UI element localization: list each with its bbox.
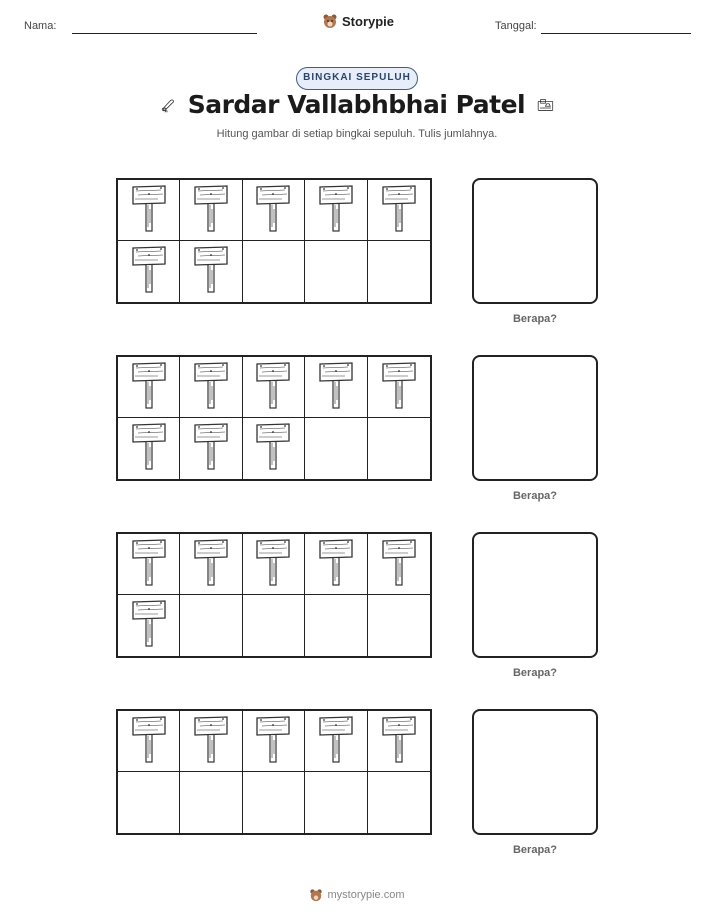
page-title [160,90,554,119]
frame-cell [305,711,367,772]
answer-prompt: Berapa? [512,667,558,679]
wooden-signpost-icon [380,183,418,238]
ten-frame [116,532,432,658]
frame-cell [368,534,430,595]
wooden-signpost-icon [130,244,168,299]
answer-box[interactable] [472,709,598,835]
ballot-icon [537,94,554,116]
frame-cell [118,772,180,833]
frame-cell [180,180,242,241]
answer-box[interactable] [472,355,598,481]
wooden-signpost-icon [192,183,230,238]
frame-cell [180,241,242,302]
frame-cell [368,711,430,772]
name-label: Nama: [24,20,57,32]
frame-cell [368,772,430,833]
wooden-signpost-icon [317,714,355,769]
footer-url: mystorypie.com [327,889,405,901]
scroll-icon [160,92,176,118]
answer-prompt: Berapa? [512,844,558,856]
wooden-signpost-icon [192,244,230,299]
wooden-signpost-icon [380,714,418,769]
ten-frame [116,709,432,835]
frame-cell [243,711,305,772]
frame-cell [305,595,367,656]
frame-cell [368,180,430,241]
wooden-signpost-icon [192,537,230,592]
frame-cell [180,711,242,772]
wooden-signpost-icon [254,360,292,415]
wooden-signpost-icon [192,421,230,476]
frame-cell [180,534,242,595]
title-text: Sardar Vallabhbhai Patel [187,90,526,119]
frame-cell [243,595,305,656]
bear-logo-icon [322,13,338,29]
frame-cell [368,595,430,656]
frame-cell [305,418,367,479]
wooden-signpost-icon [254,421,292,476]
frame-cell [243,357,305,418]
frame-cell [305,534,367,595]
frame-cell [118,711,180,772]
wooden-signpost-icon [317,360,355,415]
frame-cell [368,418,430,479]
worksheet-type-badge: BINGKAI SEPULUH [296,67,418,90]
ten-frame [116,355,432,481]
frame-cell [243,241,305,302]
frame-cell [243,534,305,595]
wooden-signpost-icon [317,537,355,592]
ten-frame [116,178,432,304]
footer [0,888,714,902]
brand-name: Storypie [342,13,395,29]
instructions: Hitung gambar di setiap bingkai sepuluh. Tulis jumlahnya. [216,128,498,140]
wooden-signpost-icon [130,598,168,653]
wooden-signpost-icon [192,360,230,415]
wooden-signpost-icon [380,537,418,592]
wooden-signpost-icon [130,537,168,592]
frame-cell [118,180,180,241]
answer-prompt: Berapa? [512,490,558,502]
frame-cell [118,357,180,418]
wooden-signpost-icon [130,421,168,476]
frame-cell [243,180,305,241]
frame-cell [305,357,367,418]
name-line[interactable] [72,33,257,34]
wooden-signpost-icon [380,360,418,415]
frame-cell [305,772,367,833]
bear-logo-icon [309,888,323,902]
frame-cell [368,357,430,418]
frame-cell [243,772,305,833]
frame-cell [118,595,180,656]
wooden-signpost-icon [130,360,168,415]
answer-prompt: Berapa? [512,313,558,325]
answer-box[interactable] [472,532,598,658]
wooden-signpost-icon [130,183,168,238]
frame-cell [118,241,180,302]
wooden-signpost-icon [317,183,355,238]
frame-cell [118,418,180,479]
frame-cell [180,418,242,479]
frame-cell [180,595,242,656]
date-label: Tanggal: [495,20,537,32]
wooden-signpost-icon [254,183,292,238]
wooden-signpost-icon [254,537,292,592]
frame-cell [180,357,242,418]
answer-box[interactable] [472,178,598,304]
date-line[interactable] [541,33,691,34]
brand-logo [322,13,394,29]
wooden-signpost-icon [254,714,292,769]
wooden-signpost-icon [130,714,168,769]
frame-cell [368,241,430,302]
wooden-signpost-icon [192,714,230,769]
frame-cell [305,241,367,302]
frame-cell [180,772,242,833]
frame-cell [243,418,305,479]
frame-cell [118,534,180,595]
frame-cell [305,180,367,241]
